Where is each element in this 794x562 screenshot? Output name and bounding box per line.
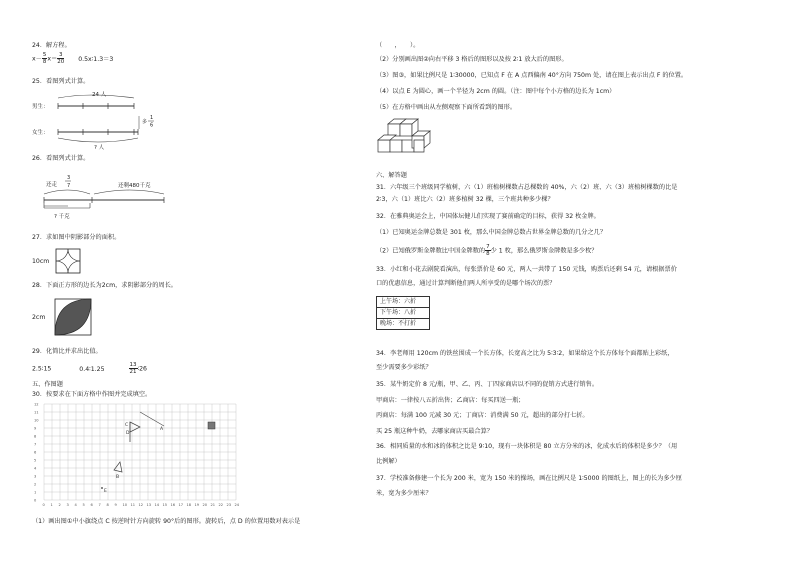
q30-q5: （5）在方格中画出从左侧观察下面所看到的图形。 xyxy=(376,104,517,111)
q33-line2: 口的优惠信息，通过计算判断他们两人所享受的是哪个场次的票？ xyxy=(376,280,556,287)
grid-x-tick: 9 xyxy=(114,503,117,507)
q24-eq1-left: x－ xyxy=(32,55,42,63)
q30-grid xyxy=(32,400,342,512)
grid-x-tick: 19 xyxy=(194,503,200,507)
q35-line3: 丙商店：每满 100 元减 30 元；丁商店：消费满 50 元，超出的部分打七折。 xyxy=(376,412,589,419)
grid-y-tick: 2 xyxy=(34,482,37,487)
q30-label-d: D xyxy=(126,431,130,436)
grid-x-tick: 4 xyxy=(74,503,77,507)
grid-x-tick: 0 xyxy=(42,503,45,507)
q33-option: 下午场：八折 xyxy=(377,308,429,319)
grid-y-tick: 0 xyxy=(34,498,37,503)
q36-line2: 比例解） xyxy=(376,458,401,465)
grid-y-tick: 4 xyxy=(34,466,37,471)
q30-q3: （3）图③，如果比例尺是 1∶30000，已知点 F 在 A 点西偏南 40°方向 750m 处，请在图上表示出点 F 的位置。 xyxy=(376,72,688,79)
grid-x-tick: 8 xyxy=(106,503,109,507)
q28-dim: 2cm xyxy=(32,314,46,321)
q27-figure xyxy=(55,248,81,274)
q37-line2: 米，宽为多少厘米？ xyxy=(376,490,432,497)
grid-y-tick: 10 xyxy=(34,418,39,423)
q33-option: 晚场：不打折 xyxy=(380,320,417,327)
q32-line3-b: 少 1 枚，那么俄罗斯金牌数是多少枚？ xyxy=(490,247,598,255)
grid-x-tick: 20 xyxy=(202,503,208,507)
q26-label2: 还剩480千克 xyxy=(118,183,151,189)
grid-x-tick: 21 xyxy=(210,503,216,507)
q30-q1: （1）画出图①中小旗绕点 C 按逆时针方向旋转 90°后的图形。旋转后，点 D 的位置用数对表示是 xyxy=(32,518,301,525)
grid-x-tick: 6 xyxy=(90,503,93,507)
q26-title: 26．看图列式计算。 xyxy=(32,155,90,162)
q30-label-a: A xyxy=(160,427,164,432)
grid-x-tick: 24 xyxy=(234,503,240,507)
q25-row2: 女生： xyxy=(32,130,49,136)
grid-y-tick: 3 xyxy=(34,474,37,479)
q33-option: 上午场：六折 xyxy=(377,297,429,308)
q30-title: 30．按要求在下面方格中作图并完成填空。 xyxy=(32,391,152,398)
grid-y-tick: 5 xyxy=(34,458,37,463)
q24-eq1-mid: x＝ xyxy=(47,55,58,63)
grid-y-tick: 11 xyxy=(34,410,39,415)
grid-y-tick: 12 xyxy=(34,402,39,407)
q30-label-b: B xyxy=(116,475,120,480)
q25-frac-n: 1 xyxy=(150,115,154,121)
q25-bottom-label: ? 人 xyxy=(94,145,105,150)
grid-x-tick: 3 xyxy=(66,503,69,507)
q24-frac2: $\frac{3}{20}$ xyxy=(57,52,65,65)
sec6-title: 六、解答题 xyxy=(376,172,407,179)
grid-x-tick: 22 xyxy=(218,503,224,507)
q26-label1: 还走 xyxy=(46,182,58,188)
q25-title: 25．看图列式计算。 xyxy=(32,78,90,85)
q30-label-e: E xyxy=(104,489,107,494)
q26-diagram xyxy=(30,168,180,223)
grid-x-tick: 18 xyxy=(186,503,192,507)
q28-title: 28．下面正方形的边长为2cm，求阴影部分的周长。 xyxy=(32,282,177,289)
q35-line1: 35．某牛奶定价 8 元/瓶，甲、乙、丙、丁四家商店以不同的促销方式进行销售。 xyxy=(376,381,599,388)
grid-x-tick: 23 xyxy=(226,503,232,507)
grid-x-tick: 14 xyxy=(154,503,160,507)
q36-line1: 36．相同质量的水和冰的体积之比是 9∶10，现有一块体积是 80 立方分米的冰，化成水后的体积是多少？（用 xyxy=(376,443,678,450)
q30-label-c: C xyxy=(125,423,129,428)
grid-x-tick: 10 xyxy=(122,503,128,507)
q30-q2: （2）分别画出图②向右平移 3 格后的图形以及按 2∶1 放大后的图形。 xyxy=(376,56,568,63)
grid-x-tick: 5 xyxy=(82,503,85,507)
q32-line3 xyxy=(376,244,598,259)
q29-r1: 2.5∶15 xyxy=(32,365,52,373)
grid-x-tick: 17 xyxy=(178,503,184,507)
grid-y-tick: 7 xyxy=(34,442,37,447)
q30-cubes xyxy=(376,118,434,164)
q26-bottom-label: ? 千克 xyxy=(54,214,70,220)
grid-x-tick: 15 xyxy=(162,503,168,507)
q34-line2: 至少需要多少彩纸？ xyxy=(376,364,432,371)
q32-line1: 32．在雅典奥运会上，中国体坛健儿们实现了赛前确定的目标，获得 32 枚金牌。 xyxy=(376,213,600,220)
grid-x-tick: 16 xyxy=(170,503,176,507)
q24-equations xyxy=(32,52,113,67)
grid-x-tick: 1 xyxy=(50,503,53,507)
grid-x-tick: 7 xyxy=(98,503,101,507)
q33-options xyxy=(376,296,430,330)
sec5-title: 五、作图题 xyxy=(32,381,63,388)
q26-frac-n: 3 xyxy=(67,175,71,181)
q26-frac-d: 7 xyxy=(67,183,71,189)
q34-line1: 34．李老师用 120cm 的铁丝围成一个长方体，长宽高之比为 5∶3∶2，如果给这个长方体每个面都贴上彩纸， xyxy=(376,350,674,357)
q25-frac-d: 6 xyxy=(150,122,154,129)
q24-frac1: $\frac{5}{8}$ xyxy=(42,52,47,65)
q32-line2: （1）已知奥运金牌总数是 301 枚，那么中国金牌总数占世界金牌总数的几分之几？ xyxy=(376,229,607,236)
q30-q4: （4）以点 E 为圆心，画一个半径为 2cm 的圆。（注：图中每个小方格的边长为 1cm） xyxy=(376,88,616,95)
q33-line1: 33．小红和小花去剧院看演出，每张票价是 60 元，两人一共带了 150 元钱，购票后还剩 54 元，请根据票价 xyxy=(376,266,677,273)
grid-x-tick: 11 xyxy=(130,503,136,507)
q29-r2: 0.4∶1.25 xyxy=(79,365,105,373)
q35-line2: 甲商店：一律按八五折出售；乙商店：每买四送一瓶； xyxy=(376,397,525,404)
q25-frac-prefix: 多 xyxy=(142,119,148,125)
q25-diagram xyxy=(30,88,170,150)
q31-line1: 31．六年级三个班级同学植树，六（1）班植树棵数占总棵数的 40%，六（2）班、六（3）班植树棵数的比是 xyxy=(376,184,678,191)
q31-line2: 2∶3，六（1）班比六（2）班多植树 32 棵，三个班共种多少棵？ xyxy=(376,196,554,203)
grid-x-tick: 12 xyxy=(138,503,144,507)
q25-top-label: 24 人 xyxy=(92,92,107,98)
grid-y-tick: 8 xyxy=(34,434,37,439)
q37-line1: 37．学校准备修建一个长为 200 米，宽为 150 米的操场，画在比例尺是 1∶5000 的图纸上，图上的长为多少厘 xyxy=(376,475,682,482)
q29-r3-frac: $\frac{13}{21}$ xyxy=(129,362,137,375)
grid-x-tick: 2 xyxy=(58,503,61,507)
q24-title: 24．解方程。 xyxy=(32,42,71,49)
q27-title: 27．求如图中阴影部分的面积。 xyxy=(32,234,121,241)
q29-r3-suffix: ∶26 xyxy=(137,365,147,373)
q27-dim: 10cm xyxy=(32,258,50,265)
q32-line3-a: （2）已知俄罗斯金牌数比中国金牌数的 xyxy=(376,247,486,255)
grid-y-tick: 6 xyxy=(34,450,37,455)
q35-line4: 买 25 瓶这种牛奶，去哪家商店买最合算？ xyxy=(376,428,493,435)
q32-frac: $\frac{7}{8}$ xyxy=(486,244,490,257)
q28-figure xyxy=(54,298,92,336)
q25-row1: 男生： xyxy=(32,104,49,110)
grid-x-tick: 13 xyxy=(146,503,152,507)
q24-eq2: 0.5x∶1.3＝3 xyxy=(78,55,114,63)
q29-ratios xyxy=(32,362,147,377)
grid-y-tick: 1 xyxy=(34,490,37,495)
q29-title: 29．化简比并求出比值。 xyxy=(32,348,102,355)
q30-blank: （ ， ）。 xyxy=(376,42,420,49)
grid-y-tick: 9 xyxy=(34,426,37,431)
